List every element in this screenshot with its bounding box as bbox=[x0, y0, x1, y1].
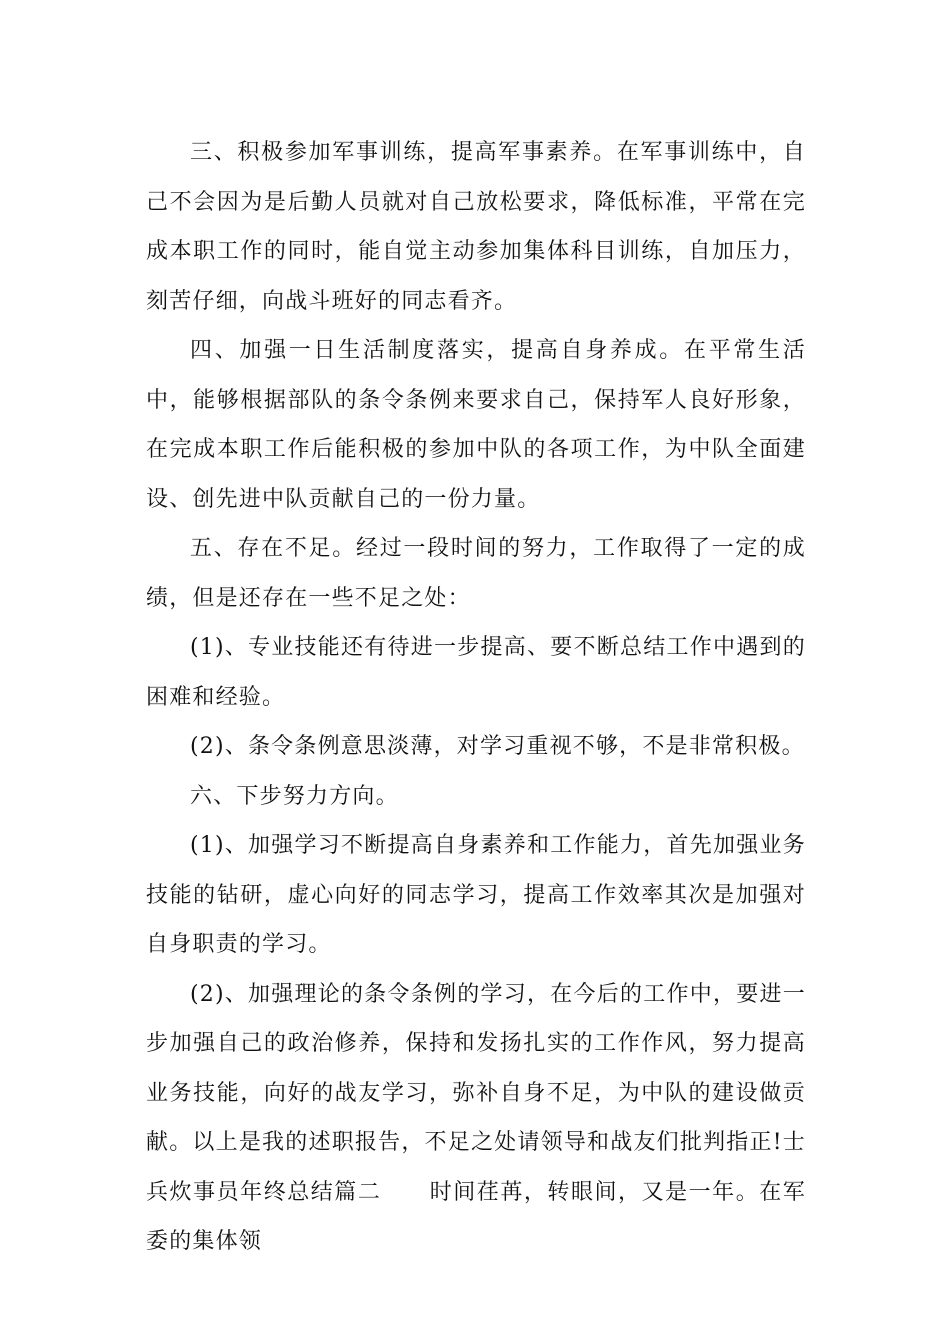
paragraph-next-steps: 六、下步努力方向。 bbox=[190, 783, 399, 809]
paragraph-shortcoming-1: (1)、专业技能还有待进一步提高、要不断总结工作中遇到的困难和经验。 bbox=[146, 635, 806, 710]
paragraph-next-step-2-text: (2)、加强理论的条令条例的学习，在今后的工作中，要进一步加强自己的政治修养，保持和发扬扎实的工作作风，努力提高业务技能，向好的战友学习，弥补自身不足，为中队的建设做贡献。以上是我的述职报告，不足之处请领导和战友们批判指正!士兵炊事员年终总结篇二 bbox=[146, 981, 806, 1205]
paragraph-next-step-1: (1)、加强学习不断提高自身素养和工作能力，首先加强业务技能的钻研，虚心向好的同志学习，提高工作效率其次是加强对自身职责的学习。 bbox=[146, 833, 806, 957]
paragraph-military-training: 三、积极参加军事训练，提高军事素养。在军事训练中，自己不会因为是后勤人员就对自己放松要求，降低标准，平常在完成本职工作的同时，能自觉主动参加集体科目训练，自加压力，刻苦仔细，向战斗班好的同志看齐。 bbox=[146, 140, 806, 314]
paragraph-daily-life-system: 四、加强一日生活制度落实，提高自身养成。在平常生活中，能够根据部队的条令条例来要求自己，保持军人良好形象，在完成本职工作后能积极的参加中队的各项工作，为中队全面建设、创先进中队贡献自己的一份力量。 bbox=[146, 338, 806, 512]
paragraph-shortcoming-2: (2)、条令条例意思淡薄，对学习重视不够，不是非常积极。 bbox=[190, 734, 805, 759]
paragraph-shortcomings: 五、存在不足。经过一段时间的努力，工作取得了一定的成绩，但是还存在一些不足之处： bbox=[146, 536, 806, 611]
paragraph-next-step-2 bbox=[146, 970, 806, 1267]
document-body bbox=[146, 128, 806, 1267]
paragraph-continuation-text: 时间荏苒，转眼间，又是一年。在军委的集体领 bbox=[146, 1179, 806, 1254]
